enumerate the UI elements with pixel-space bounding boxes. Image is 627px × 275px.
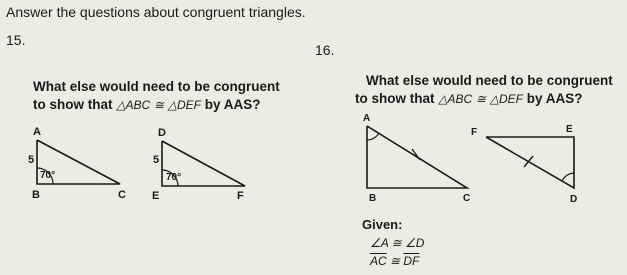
q15-side-label-2: 5: [153, 154, 160, 166]
triangle-abc-16: [367, 126, 467, 188]
triangle-def-16: [486, 137, 574, 188]
question-15-number: 15.: [6, 32, 26, 48]
question-16-number: 16.: [315, 42, 335, 58]
q15-side-label: 5: [28, 154, 35, 166]
q16-vertex-e: E: [566, 124, 573, 135]
q15-vertex-d: D: [158, 127, 166, 139]
q16-vertex-f: F: [471, 127, 478, 138]
q16-vertex-a: A: [363, 113, 371, 124]
question-16-line2: to show that △ABC ≅ △DEF by AAS?: [355, 91, 583, 106]
given-title: Given:: [362, 217, 403, 232]
question-15-line1: What else would need to be congruent: [33, 79, 280, 94]
q15-vertex-b: B: [32, 189, 40, 201]
q15-vertex-f: F: [237, 190, 244, 202]
instructions: Answer the questions about congruent triangles.: [6, 4, 306, 20]
q16-vertex-c: C: [463, 193, 471, 204]
given-angle-statement: ∠A ≅ ∠D: [370, 236, 425, 250]
given-side-statement: $\overline{AC}$ ≅ $\overline{DF}$: [370, 254, 420, 268]
question-16-line1: What else would need to be congruent: [366, 73, 613, 88]
q15-vertex-c: C: [118, 189, 126, 201]
question-15-line2: to show that △ABC ≅ △DEF by AAS?: [33, 97, 261, 112]
q16-vertex-d: D: [570, 194, 578, 205]
q15-angle-label: 70°: [40, 170, 56, 181]
q15-angle-label-2: 70°: [166, 172, 182, 183]
q15-vertex-e: E: [152, 190, 160, 202]
q15-vertex-a: A: [33, 126, 41, 138]
q16-vertex-b: B: [369, 193, 377, 204]
